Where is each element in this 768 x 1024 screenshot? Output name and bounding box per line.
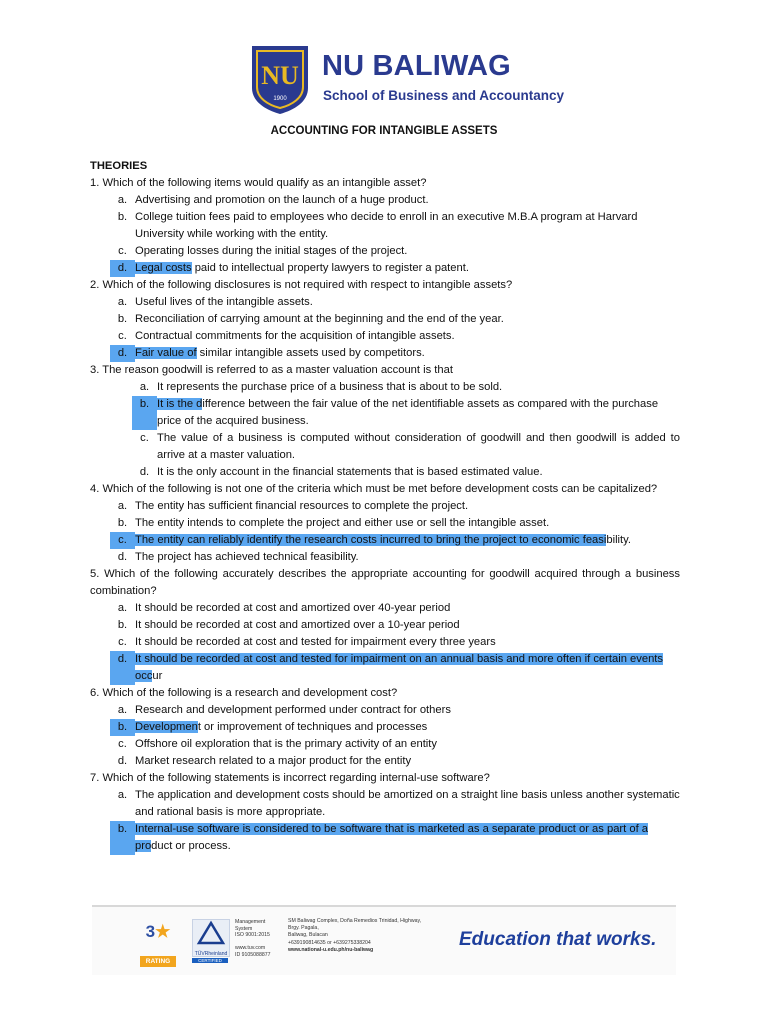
q4-option-b: b. The entity intends to complete the project and either use or sell the intangible asset. bbox=[117, 517, 550, 529]
q7-option-a: a. The application and development costs should be amortized on a straight line basis unless another systematic and rational basis is more appropriate. bbox=[117, 789, 680, 818]
q5-option-a: a. It should be recorded at cost and amortized over 40-year period bbox=[117, 602, 451, 614]
q6-option-b: b. Development or improvement of techniques and processes bbox=[90, 719, 680, 736]
question-4: 4. Which of the following is not one of the criteria which must be met before development costs can be capitalized? bbox=[90, 483, 658, 495]
highlighted-answer: Legal costs bbox=[135, 262, 192, 274]
address-block: SM Baliwag Complex, Doña Remedios Trinidad, Highway, Brgy. Pagala, Baliwag, Bulacan +639190814635 or +639275338204 www.national-u.edu.ph/nu-baliwag bbox=[288, 918, 448, 954]
question-1: 1. Which of the following items would qualify as an intangible asset? bbox=[90, 177, 427, 189]
tuv-certified: CERTIFIED bbox=[192, 958, 228, 963]
q3-option-d: d. It is the only account in the financial statements that is based estimated value. bbox=[139, 466, 543, 478]
q2-option-d: d. Fair value of similar intangible assets used by competitors. bbox=[90, 345, 680, 362]
website-link: www.national-u.edu.ph/nu-baliwag bbox=[288, 946, 374, 953]
q6-option-a: a. Research and development performed under contract for others bbox=[117, 704, 451, 716]
header bbox=[248, 44, 565, 116]
q3-option-a: a. It represents the purchase price of a business that is about to be sold. bbox=[139, 381, 503, 393]
rating-badge bbox=[140, 922, 176, 972]
q4-option-c: c. The entity can reliably identify the research costs incurred to bring the project to economic feasibility. bbox=[90, 532, 680, 549]
q5-option-d: d. It should be recorded at cost and tested for impairment on an annual basis and more often if certain events occur bbox=[90, 651, 680, 685]
brand-subtitle: School of Business and Accountancy bbox=[323, 88, 565, 103]
highlighted-answer: It is the d bbox=[157, 398, 203, 410]
tuv-certification-badge bbox=[192, 919, 228, 967]
question-5: 5. Which of the following accurately describes the appropriate accounting for goodwill acquired through a business combination? bbox=[90, 568, 680, 597]
q6-option-d: d. Market research related to a major product for the entity bbox=[117, 755, 412, 767]
highlighted-answer: Developmen bbox=[135, 721, 198, 733]
logo-monogram: NU bbox=[261, 61, 299, 90]
tuv-triangle-icon bbox=[193, 920, 229, 946]
q3-option-c: c. The value of a business is computed without consideration of goodwill and then goodwill is added to arrive at a master valuation. bbox=[140, 432, 680, 461]
q4-option-d: d. The project has achieved technical feasibility. bbox=[117, 551, 359, 563]
q2-option-a: a. Useful lives of the intangible assets. bbox=[117, 296, 313, 308]
question-7: 7. Which of the following statements is incorrect regarding internal-use software? bbox=[90, 772, 490, 784]
section-heading: THEORIES bbox=[90, 160, 148, 172]
question-6: 6. Which of the following is a research and development cost? bbox=[90, 687, 398, 699]
q6-option-c: c. Offshore oil exploration that is the primary activity of an entity bbox=[118, 738, 437, 750]
q5-option-c: c. It should be recorded at cost and tested for impairment every three years bbox=[118, 636, 496, 648]
tuv-label: TÜVRheinland bbox=[194, 951, 228, 957]
management-system-info: Management System ISO 9001:2015 www.tuv.com ID 9105088877 bbox=[235, 919, 271, 958]
slogan: Education that works. bbox=[459, 929, 657, 950]
rating-label: RATING bbox=[140, 956, 176, 967]
q1-option-d: d. Legal costs paid to intellectual property lawyers to register a patent. bbox=[90, 260, 680, 277]
q2-option-c: c. Contractual commitments for the acquisition of intangible assets. bbox=[118, 330, 455, 342]
logo-year: 1900 bbox=[273, 96, 287, 102]
brand-title: NU BALIWAG bbox=[322, 50, 511, 82]
highlighted-answer: The entity can reliably identify the research costs incurred to bring the project to economic feasi bbox=[135, 534, 607, 546]
q5-option-b: b. It should be recorded at cost and amortized over a 10-year period bbox=[117, 619, 460, 631]
q2-option-b: b. Reconciliation of carrying amount at the beginning and the end of the year. bbox=[117, 313, 504, 325]
document-body bbox=[90, 158, 680, 855]
q1-option-a: a. Advertising and promotion on the launch of a huge product. bbox=[117, 194, 429, 206]
q7-option-b: b. Internal-use software is considered to be software that is marketed as a separate product or as part of a product or process. bbox=[90, 821, 680, 855]
q4-option-a: a. The entity has sufficient financial resources to complete the project. bbox=[117, 500, 469, 512]
star-icon: ★ bbox=[155, 922, 171, 941]
nu-shield-logo bbox=[248, 44, 312, 116]
q3-option-b: b. It is the difference between the fair value of the net identifiable assets as compared with the purchase price of the acquired business. bbox=[90, 396, 680, 430]
q1-option-b: b. College tuition fees paid to employees who decide to enroll in an executive M.B.A program at Harvard University while working with the entity. bbox=[117, 211, 638, 240]
highlighted-answer: It should be recorded at cost and tested for impairment on an annual basis and more often if certain events occ bbox=[135, 653, 663, 682]
q1-option-c: c. Operating losses during the initial stages of the project. bbox=[118, 245, 408, 257]
highlighted-answer: Internal-use software is considered to be software that is marketed as a separate product or as part of a pro bbox=[135, 823, 649, 852]
question-3: 3. The reason goodwill is referred to as a master valuation account is that bbox=[90, 364, 453, 376]
footer bbox=[92, 905, 676, 975]
rating-value: 3 bbox=[145, 922, 156, 941]
document-title: ACCOUNTING FOR INTANGIBLE ASSETS bbox=[270, 125, 498, 137]
question-2: 2. Which of the following disclosures is not required with respect to intangible assets? bbox=[90, 279, 513, 291]
highlighted-answer: Fair value of bbox=[135, 347, 197, 359]
